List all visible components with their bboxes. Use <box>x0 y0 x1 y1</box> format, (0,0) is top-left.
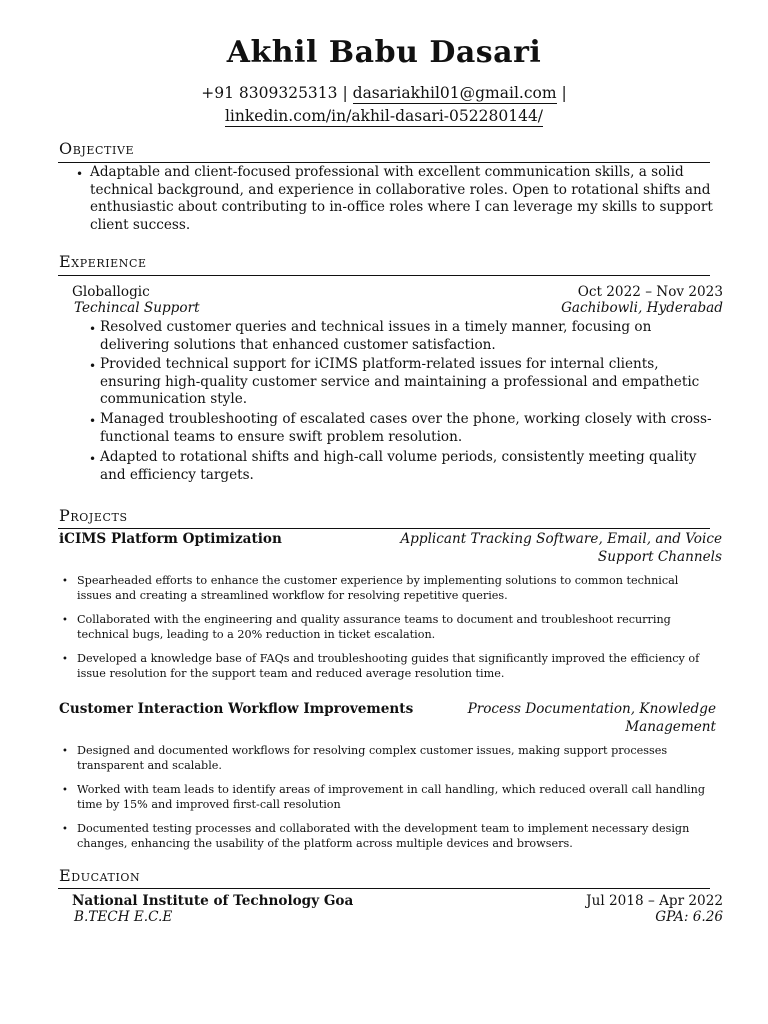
education-institution: National Institute of Technology Goa <box>72 893 354 909</box>
project-tech-text: Process Documentation, Knowledge Management <box>467 701 716 735</box>
bullet-dot: • <box>89 359 97 373</box>
bullet-dot: • <box>62 654 68 665</box>
section-title-projects: Projects <box>59 506 128 525</box>
section-title-experience: Experience <box>59 252 147 271</box>
phone-number: +91 8309325313 <box>201 84 338 102</box>
job-location: Gachibowli, Hyderabad <box>561 300 723 316</box>
project-tech-text: Applicant Tracking Software, Email, and Voice Support Channels <box>400 531 722 565</box>
bullet-dot: • <box>89 414 97 428</box>
education-gpa: GPA: 6.26 <box>655 909 723 925</box>
project-header <box>59 531 722 566</box>
contact-line <box>0 83 768 103</box>
email-link[interactable]: dasariakhil01@gmail.com <box>352 84 557 102</box>
objective-text: Adaptable and client-focused professional with excellent communication skills, a solid technical background, and experience in collaborative roles. Open to rotational shifts and enthusiastic about contributing to in-office roles where I can leverage my skills to support client success. <box>90 164 713 233</box>
project-bullet: Collaborated with the engineering and quality assurance teams to document and troubleshoot recurring technical bugs, leading to a 20% reduction in ticket escalation. <box>77 613 671 641</box>
section-divider <box>58 275 710 276</box>
education-degree: B.TECH E.C.E <box>74 909 173 925</box>
bullet-dot: • <box>62 576 68 587</box>
job-role: Techincal Support <box>74 300 200 316</box>
section-divider <box>58 162 710 163</box>
bullet-dot: • <box>62 746 68 757</box>
project-bullet: Designed and documented workflows for resolving complex customer issues, making support processes transparent and scalable. <box>77 744 668 772</box>
project-bullet: Documented testing processes and collaborated with the development team to implement necessary design changes, enhancing the usability of the platform across multiple devices and browsers. <box>77 822 690 850</box>
project-name: Customer Interaction Workflow Improvements <box>59 701 414 717</box>
project-bullet: Developed a knowledge base of FAQs and troubleshooting guides that significantly improved the efficiency of issue resolution for the support team and reduced average resolution time. <box>77 652 700 680</box>
bullet-dot: • <box>89 452 97 466</box>
project-name: iCIMS Platform Optimization <box>59 531 282 547</box>
linkedin-line <box>0 106 768 126</box>
contact-separator: | <box>561 84 567 102</box>
project-bullet: Spearheaded efforts to enhance the customer experience by implementing solutions to common technical issues and creating a streamlined workflow for resolving repetitive queries. <box>77 574 679 602</box>
bullet-dot: • <box>76 167 84 181</box>
education-dates: Jul 2018 – Apr 2022 <box>586 893 723 909</box>
section-title-objective: Objective <box>59 139 135 158</box>
job-dates: Oct 2022 – Nov 2023 <box>577 284 723 300</box>
project-header <box>59 701 716 736</box>
candidate-name: Akhil Babu Dasari <box>226 35 542 70</box>
job-company: Globallogic <box>72 284 150 300</box>
section-title-education: Education <box>59 866 141 885</box>
job-bullet: Managed troubleshooting of escalated cases over the phone, working closely with cross-functional teams to ensure swift problem resolution. <box>100 411 712 445</box>
bullet-dot: • <box>62 824 68 835</box>
contact-separator: | <box>342 84 348 102</box>
section-divider <box>58 888 710 889</box>
job-bullet: Provided technical support for iCIMS platform-related issues for internal clients, ensuring high-quality customer service and maintaining a professional and empathetic communication style. <box>100 356 700 407</box>
linkedin-link[interactable]: linkedin.com/in/akhil-dasari-052280144/ <box>224 107 544 125</box>
job-bullet: Resolved customer queries and technical issues in a timely manner, focusing on delivering solutions that enhanced customer satisfaction. <box>100 319 652 353</box>
bullet-dot: • <box>89 322 97 336</box>
bullet-dot: • <box>62 615 68 626</box>
job-bullet: Adapted to rotational shifts and high-call volume periods, consistently meeting quality and efficiency targets. <box>100 449 697 483</box>
section-divider <box>58 528 710 529</box>
project-bullet: Worked with team leads to identify areas of improvement in call handling, which reduced overall call handling time by 15% and improved first-call resolution <box>77 783 705 811</box>
project-tech <box>456 701 716 736</box>
project-tech <box>342 531 722 566</box>
bullet-dot: • <box>62 785 68 796</box>
